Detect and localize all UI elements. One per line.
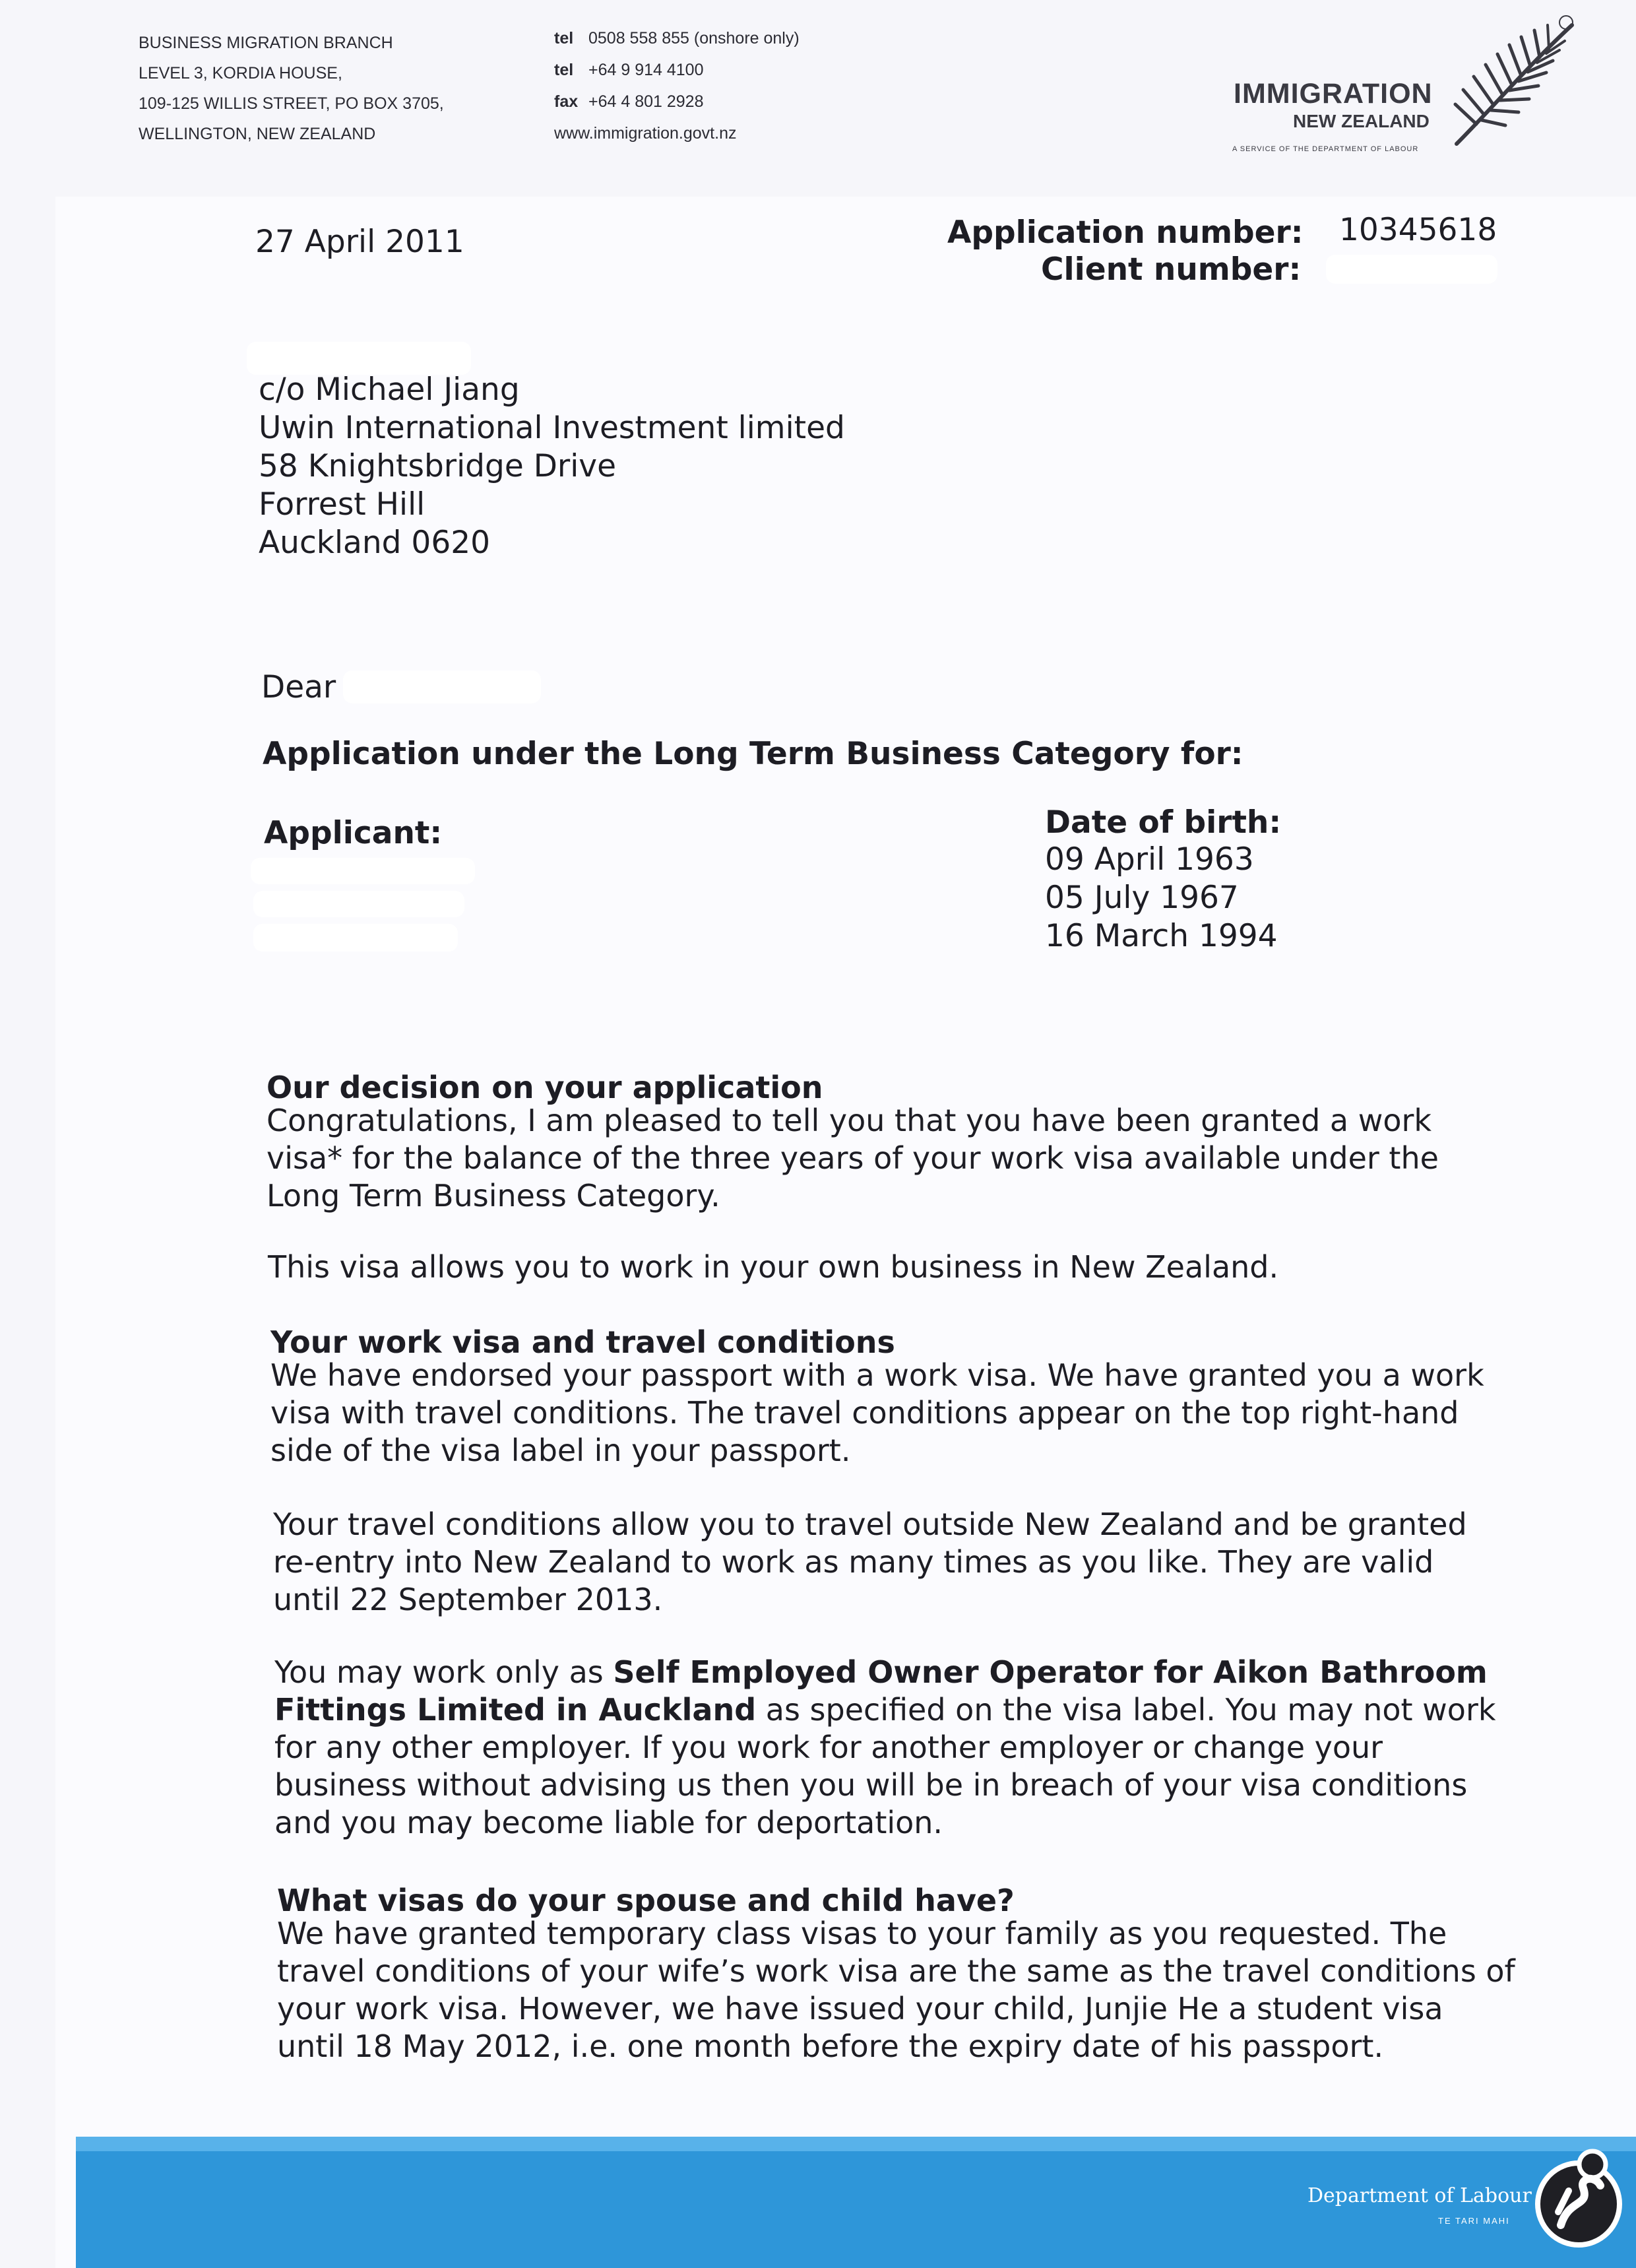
- recipient-line: 58 Knightsbridge Drive: [259, 448, 616, 484]
- work-role-bold: Self Employed Owner Operator for Aikon Bathroom: [613, 1654, 1488, 1690]
- letterhead-address: [139, 28, 444, 149]
- work-text: as specified on the visa label. You may not work: [756, 1692, 1496, 1728]
- text-line: until 18 May 2012, i.e. one month before the expiry date of his passport.: [277, 2028, 1384, 2064]
- contact-value: +64 4 801 2928: [588, 92, 704, 111]
- recipient-address: [259, 371, 845, 562]
- recipient-line: Uwin International Investment limited: [259, 410, 845, 446]
- recipient-line: Auckland 0620: [259, 525, 491, 561]
- footer-stripe: [76, 2137, 1636, 2151]
- footer-org: Department of Labour: [1307, 2184, 1532, 2207]
- work-company-bold: Fittings Limited in Auckland: [274, 1692, 757, 1728]
- dob-value: 05 July 1967: [1045, 880, 1239, 916]
- text-line: We have granted temporary class visas to your family as you requested. The: [277, 1916, 1447, 1951]
- dob-label: Date of birth:: [1045, 804, 1282, 841]
- text-line: Long Term Business Category.: [267, 1178, 720, 1214]
- text-line: [274, 1654, 1567, 1691]
- recipient-line: c/o Michael Jiang: [259, 372, 520, 408]
- text-line: your work visa. However, we have issued your child, Junjie He a student visa: [277, 1991, 1443, 2026]
- text-line: for any other employer. If you work for another employer or change your: [274, 1730, 1383, 1765]
- allows-paragraph: This visa allows you to work in your own business in New Zealand.: [268, 1249, 1279, 1285]
- footer-org-sub: TE TARI MAHI: [1438, 2216, 1510, 2226]
- recipient-line: Forrest Hill: [259, 486, 425, 523]
- redacted-client-number: [1326, 255, 1497, 284]
- redacted-recipient-name: [247, 342, 471, 375]
- dob-value: 09 April 1963: [1045, 841, 1254, 878]
- text-line: and you may become liable for deportation.: [274, 1805, 943, 1840]
- logo-sub: NEW ZEALAND: [1293, 111, 1430, 131]
- family-heading: What visas do your spouse and child have?: [277, 1883, 1015, 1918]
- decision-paragraph: [267, 1102, 1559, 1215]
- application-number: 10345618: [1339, 212, 1497, 248]
- text-line: visa with travel conditions. The travel conditions appear on the top right-hand: [270, 1395, 1459, 1431]
- contact-line: [554, 86, 800, 117]
- text-line: Congratulations, I am pleased to tell you that you have been granted a work: [267, 1103, 1432, 1138]
- travel-paragraph: [273, 1506, 1566, 1619]
- text-line: [274, 1691, 1567, 1729]
- contact-label: tel: [554, 61, 574, 79]
- immigration-nz-logo: [1214, 12, 1583, 157]
- subject-line: Application under the Long Term Business Category for:: [263, 736, 1243, 772]
- text-line: until 22 September 2013.: [273, 1582, 663, 1617]
- text-line: visa* for the balance of the three years of your work visa available under the: [267, 1140, 1439, 1176]
- text-line: travel conditions of your wife’s work visa are the same as the travel conditions of: [277, 1953, 1515, 1989]
- work-text: You may work only as: [274, 1654, 614, 1690]
- logo-name: IMMIGRATION: [1234, 78, 1433, 110]
- text-line: business without advising us then you will be in breach of your visa conditions: [274, 1767, 1468, 1803]
- letterhead-contact: [554, 22, 800, 149]
- family-paragraph: [277, 1915, 1570, 2065]
- address-line: 109-125 WILLIS STREET, PO BOX 3705,: [139, 94, 444, 113]
- redacted-applicant-2: [253, 891, 464, 917]
- redacted-salutation-name: [343, 670, 541, 703]
- contact-label: tel: [554, 29, 574, 48]
- contact-value: +64 9 914 4100: [588, 61, 704, 79]
- redacted-applicant-1: [251, 858, 475, 884]
- text-line: We have endorsed your passport with a work visa. We have granted you a work: [270, 1357, 1484, 1393]
- applicant-label: Applicant:: [264, 815, 443, 851]
- logo-tagline: A SERVICE OF THE DEPARTMENT OF LABOUR: [1232, 145, 1419, 153]
- redacted-applicant-3: [253, 924, 458, 952]
- conditions-heading: Your work visa and travel conditions: [270, 1324, 895, 1360]
- text-line: Your travel conditions allow you to travel outside New Zealand and be granted: [273, 1507, 1467, 1542]
- decision-heading: Our decision on your application: [267, 1070, 823, 1105]
- website-link[interactable]: www.immigration.govt.nz: [554, 124, 737, 143]
- address-line: LEVEL 3, KORDIA HOUSE,: [139, 64, 342, 82]
- application-number-label: Application number:: [947, 214, 1304, 251]
- dob-list: [1045, 841, 1278, 956]
- address-line: BUSINESS MIGRATION BRANCH: [139, 34, 393, 52]
- salutation: Dear: [261, 669, 336, 705]
- address-line: WELLINGTON, NEW ZEALAND: [139, 125, 376, 143]
- silver-fern-icon: [1437, 12, 1582, 150]
- contact-label: fax: [554, 92, 579, 111]
- dob-value: 16 March 1994: [1045, 918, 1278, 954]
- letter-date: 27 April 2011: [255, 224, 464, 260]
- contact-value: 0508 558 855 (onshore only): [588, 29, 800, 48]
- contact-line: [554, 22, 800, 54]
- text-line: re-entry into New Zealand to work as many times as you like. They are valid: [273, 1544, 1434, 1580]
- client-number-label: Client number:: [1041, 251, 1302, 288]
- work-paragraph: [274, 1654, 1567, 1842]
- text-line: side of the visa label in your passport.: [270, 1433, 851, 1468]
- contact-line: [554, 54, 800, 86]
- conditions-paragraph: [270, 1357, 1563, 1470]
- department-of-labour-logo-icon: [1529, 2138, 1628, 2250]
